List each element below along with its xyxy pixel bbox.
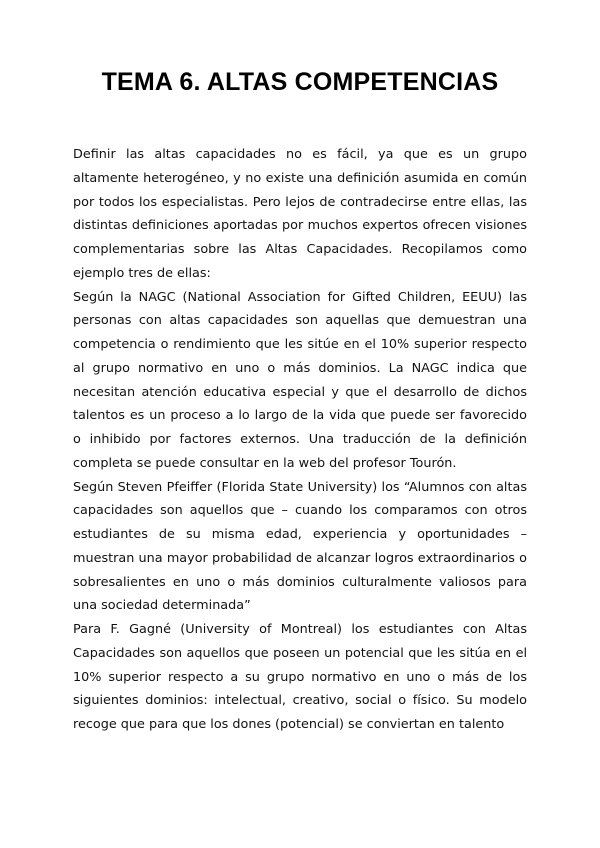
paragraph-intro: Definir las altas capacidades no es fácil, ya que es un grupo altamente heterogéneo, y no existe una definición asumida en común por todos los especialistas. Pero lejos de contradecirse entre ellas, las distintas definiciones aportadas por muchos expertos ofrecen visiones complementarias sobre las Altas Capacidades. Recopilamos como ejemplo tres de ellas: xyxy=(73,147,527,281)
document-body xyxy=(73,143,527,737)
paragraph-gagne: Para F. Gagné (University of Montreal) los estudiantes con Altas Capacidades son aquellos que poseen un potencial que les sitúa en el 10% superior respecto a su grupo normativo en uno o más de los siguientes dominios: intelectual, creativo, social o físico. Su modelo recoge que para que los dones (potencial) se conviertan en talento xyxy=(73,622,527,732)
paragraph-pfeiffer: Según Steven Pfeiffer (Florida State University) los “Alumnos con altas capacidades son aquellos que – cuando los comparamos con otros estudiantes de su misma edad, experiencia y oportunidades – muestran una mayor probabilidad de alcanzar logros extraordinarios o sobresalientes en uno o más dominios culturalmente valiosos para una sociedad determinada” xyxy=(73,479,527,614)
paragraph-nagc: Según la NAGC (National Association for Gifted Children, EEUU) las personas con altas capacidades son aquellas que demuestran una competencia o rendimiento que les sitúe en el 10% superior respecto al grupo normativo en uno o más dominios. La NAGC indica que necesitan atención educativa especial y que el desarrollo de dichos talentos es un proceso a lo largo de la vida que puede ser favorecido o inhibido por factores externos. Una traducción de la definición completa se puede consultar en la web del profesor Tourón. xyxy=(73,289,527,471)
page-title: TEMA 6. ALTAS COMPETENCIAS xyxy=(101,68,499,96)
